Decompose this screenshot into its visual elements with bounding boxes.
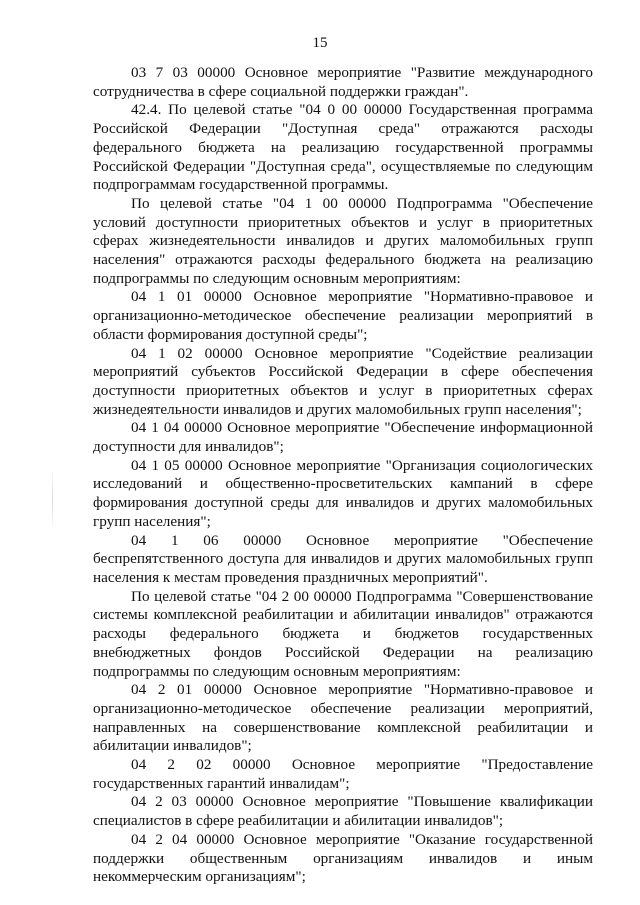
- paragraph: 04 1 06 00000 Основное мероприятие "Обеспечение беспрепятственного доступа для инвалидов и других маломобильных групп населения к местам проведения праздничных мероприятий".: [93, 531, 593, 586]
- paragraph: 04 1 02 00000 Основное мероприятие "Содействие реализации мероприятий субъектов Российской Федерации в сфере обеспечения доступности приоритетных объектов и услуг в приоритетных сферах жизнедеятельности инвалидов и других маломобильных групп населения";: [93, 344, 593, 418]
- paragraph: 04 1 04 00000 Основное мероприятие "Обеспечение информационной доступности для инвалидов";: [93, 419, 593, 456]
- scan-artifact-line: [52, 470, 53, 530]
- paragraph: 03 7 03 00000 Основное мероприятие "Развитие международного сотрудничества в сфере социальной поддержки граждан".: [93, 64, 593, 100]
- paragraph: 04 2 03 00000 Основное мероприятие "Повышение квалификации специалистов в сфере реабилитации и абилитации инвалидов";: [93, 793, 593, 830]
- document-body: [93, 64, 593, 887]
- paragraph: 04 2 04 00000 Основное мероприятие "Оказание государственной поддержки общественным организациям инвалидов и иным некоммерческим организациям";: [93, 830, 593, 886]
- paragraph: По целевой статье "04 1 00 00000 Подпрограмма "Обеспечение условий доступности приоритетных объектов и услуг в приоритетных сферах жизнедеятельности инвалидов и других маломобильных групп населения" отражаются расходы федерального бюджета на реализацию подпрограммы по следующим основным мероприятиям:: [93, 194, 593, 287]
- paragraph: 04 2 02 00000 Основное мероприятие "Предоставление государственных гарантий инвалидам";: [93, 756, 593, 792]
- paragraph: 04 1 01 00000 Основное мероприятие "Нормативно-правовое и организационно-методическое обеспечение реализации мероприятий в области формирования доступной среды";: [93, 288, 593, 343]
- page-number: 15: [312, 35, 328, 51]
- paragraph: 42.4. По целевой статье "04 0 00 00000 Государственная программа Российской Федерации "Доступная среда" отражаются расходы федерального бюджета на реализацию государственной программы Российской Федерации "Доступная среда", осуществляемые по следующим подпрограммам государственной программы.: [93, 101, 593, 194]
- paragraph: 04 1 05 00000 Основное мероприятие "Организация социологических исследований и общественно-просветительских кампаний в сфере формирования доступной среды для инвалидов и других маломобильных групп населения";: [93, 456, 593, 530]
- paragraph: По целевой статье "04 2 00 00000 Подпрограмма "Совершенствование системы комплексной реабилитации и абилитации инвалидов" отражаются расходы федерального бюджета и бюджетов государственных внебюджетных фондов Российской Федерации на реализацию подпрограммы по следующим основным мероприятиям:: [93, 587, 593, 680]
- paragraph: 04 2 01 00000 Основное мероприятие "Нормативно-правовое и организационно-методическое обеспечение реализации мероприятий, направленных на совершенствование комплексной реабилитации и абилитации инвалидов";: [93, 681, 593, 755]
